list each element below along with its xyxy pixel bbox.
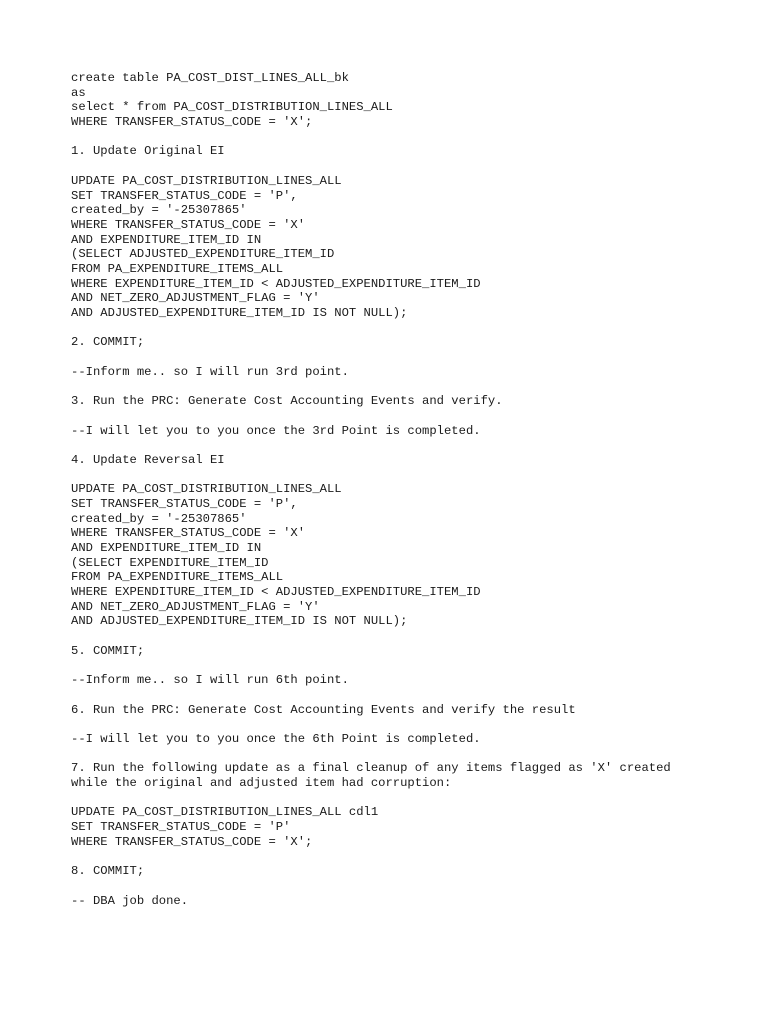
text-line: AND ADJUSTED_EXPENDITURE_ITEM_ID IS NOT NULL); [71,306,408,320]
text-line: SET TRANSFER_STATUS_CODE = 'P', [71,188,298,203]
text-line: as [71,85,86,100]
blank-line [71,350,751,365]
text-line: UPDATE PA_COST_DISTRIBUTION_LINES_ALL [71,173,342,188]
text-line: select * from PA_COST_DISTRIBUTION_LINES_ALL [71,100,393,115]
blank-line [71,438,751,453]
text-line: WHERE EXPENDITURE_ITEM_ID < ADJUSTED_EXPENDITURE_ITEM_ID [71,585,481,600]
text-block [71,144,751,159]
text-line: WHERE TRANSFER_STATUS_CODE = 'X' [71,526,306,541]
text-line: WHERE TRANSFER_STATUS_CODE = 'X'; [71,834,313,849]
text-line: 8. COMMIT; [71,864,145,879]
text-block [71,365,751,380]
text-line: created_by = '-25307865' [71,511,247,526]
text-block [71,482,751,629]
text-line: FROM PA_EXPENDITURE_ITEMS_ALL [71,261,284,276]
text-line: --I will let you to you once the 6th Point is completed. [71,731,481,746]
text-block [71,644,751,659]
text-line: 4. Update Reversal EI [71,452,225,467]
text-line: SET TRANSFER_STATUS_CODE = 'P' [71,820,291,835]
text-line: 7. Run the following update as a final cleanup of any items flagged as 'X' created [71,761,671,776]
text-line: WHERE TRANSFER_STATUS_CODE = 'X'; [71,115,313,130]
text-line: --I will let you to you once the 3rd Point is completed. [71,423,481,438]
text-block [71,673,751,688]
text-line: WHERE TRANSFER_STATUS_CODE = 'X' [71,217,306,232]
blank-line [71,879,751,894]
text-block [71,453,751,468]
blank-line [71,688,751,703]
text-line: AND EXPENDITURE_ITEM_ID IN [71,232,262,247]
text-block [71,174,751,321]
text-line: -- DBA job done. [71,893,189,908]
text-line: created_by = '-25307865' [71,203,247,218]
text-block [71,703,751,718]
text-line: FROM PA_EXPENDITURE_ITEMS_ALL [71,570,284,585]
text-line: (SELECT ADJUSTED_EXPENDITURE_ITEM_ID [71,247,335,262]
text-line: --Inform me.. so I will run 3rd point. [71,364,349,379]
text-line: 1. Update Original EI [71,144,225,159]
text-line: WHERE EXPENDITURE_ITEM_ID < ADJUSTED_EXPENDITURE_ITEM_ID [71,276,481,291]
blank-line [71,321,751,336]
blank-line [71,409,751,424]
text-block [71,335,751,350]
blank-line [71,130,751,145]
text-block [71,71,751,130]
text-line: AND EXPENDITURE_ITEM_ID IN [71,541,262,555]
text-line: create table PA_COST_DIST_LINES_ALL_bk [71,71,349,85]
text-block [71,732,751,747]
text-line: UPDATE PA_COST_DISTRIBUTION_LINES_ALL [71,482,342,497]
text-block [71,864,751,879]
text-line: UPDATE PA_COST_DISTRIBUTION_LINES_ALL cdl1 [71,805,379,820]
text-line: SET TRANSFER_STATUS_CODE = 'P', [71,496,298,511]
text-line: 2. COMMIT; [71,335,145,350]
text-line: AND NET_ZERO_ADJUSTMENT_FLAG = 'Y' [71,599,320,614]
text-block [71,394,751,409]
text-line: AND NET_ZERO_ADJUSTMENT_FLAG = 'Y' [71,291,320,306]
text-line: 6. Run the PRC: Generate Cost Accounting Events and verify the result [71,702,576,717]
blank-line [71,468,751,483]
blank-line [71,159,751,174]
text-line: 5. COMMIT; [71,643,145,658]
text-block [71,424,751,439]
document-body [71,71,751,908]
text-block [71,761,751,790]
blank-line [71,629,751,644]
text-block [71,805,751,849]
text-block [71,894,751,909]
text-line: AND ADJUSTED_EXPENDITURE_ITEM_ID IS NOT NULL); [71,614,408,629]
blank-line [71,717,751,732]
text-line: while the original and adjusted item had corruption: [71,776,452,790]
blank-line [71,379,751,394]
blank-line [71,659,751,674]
blank-line [71,747,751,762]
text-line: (SELECT EXPENDITURE_ITEM_ID [71,555,269,570]
text-line: --Inform me.. so I will run 6th point. [71,673,349,688]
blank-line [71,791,751,806]
blank-line [71,849,751,864]
text-line: 3. Run the PRC: Generate Cost Accounting Events and verify. [71,394,503,409]
